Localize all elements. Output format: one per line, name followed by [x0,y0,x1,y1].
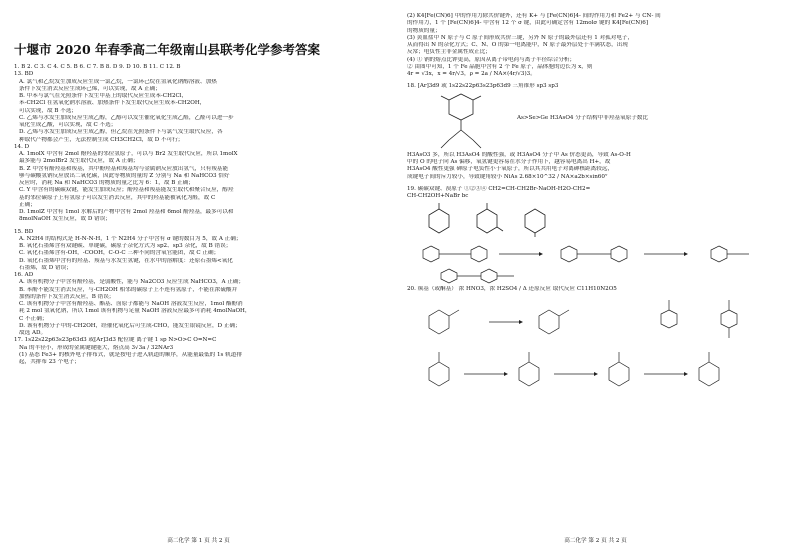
answer-line: B. 苯酚不能发生消去反应，与-CH2OH 相邻的碳原子上不连有氢原子，不能在浓硫酸并 [19,286,238,293]
answer-line: As>Se>Ge H3AsO4 分子结构中非羟基氧原子数比 [517,114,648,121]
answer-line: 成键电子间的斥力较小，导致键角较小 NiAs 2.68×10^32 / NA×a2b×sin60° [407,173,608,180]
answer-line: B. 甲苯与氯气在光照条件下发生甲基上的取代反应生成苯-CH2Cl， [19,93,188,99]
answer-line: (3) 黄血盐中 N 原子与 C 原子间形成共价三键，另外 N 原子的最外层还有 1 对孤对电子， [407,34,634,41]
answer-line: C. 乙烯与水发生加成反应生成乙醇，乙醇可以发生催化氧化生成乙醛，乙醛可以进一步 [19,114,234,121]
answer-line: 1. B 2. C 3. C 4. C 5. B 6. C 7. B 8. D 9. D 10. B 11. C 12. B [14,64,181,70]
answer-line: A. N2H4 的结构式是 H-N-N-H，1 个 N2H4 分子中含有 σ 键的数目为 5，故 A 正确； [19,235,242,242]
amide-synthesis-scheme [419,296,779,344]
answer-line: A. 该有机物分子中含有酚羟基，是弱酸性，能与 Na2CO3 反应生成 NaHCO3，A 正确； [19,279,245,286]
answer-line: D. 乙烯与水发生加成反应生成乙醇，但乙烷在光照条件下与氯气发生取代反应，各 [19,129,223,136]
benzonitrile-diagram [419,267,539,285]
answer-line: 加热的条件下发生消去反应，B 错误； [19,293,115,300]
page-footer: 高二化学 第 1 页 共 2 页 [167,538,230,544]
phenol-ring-2 [467,203,507,237]
answer-line: 中的 O 的电子向 As 偏移，氧氢键更容易在水分子作用下，越容易电离出 H+，故 [407,159,611,165]
answer-line: D. 氧化石墨烯中含有的羟基、羧基与水发生氢键，在水中的溶解度：还原石墨烯<氧化 [19,257,233,264]
page-two [397,0,794,550]
answer-line: 8molNaOH 发生反应，故 D 错误； [19,216,111,223]
answer-line: 种取代产物都会产生，无法控制生成 CH3CH2Cl，故 D 不可行； [19,136,184,143]
answer-line: C. 氧化石墨烯含有-OH，-COOH，C-O-C 三种不同的含氧官能团，故 C 正确； [19,250,220,257]
answer-line: 起，共排布 23 个电子； [19,359,81,365]
answer-line: 石墨烯，故 D 错误； [19,264,72,271]
reaction-scheme-19 [419,242,779,264]
answer-line: C. Y 中含有的碳碳双键，能发生加成反应；酚羟基和羧基能发生取代和聚合反应，醇羟 [19,187,234,194]
answer-line: 13. BD [14,71,34,78]
answer-line: CH-CH2OH+NaBr bc [407,193,469,199]
answer-line: C 不正确； [19,315,48,322]
answer-line: 4r = √3x，x = 4r/√3，ρ = 2a / NA×(4r/√3)3。 [407,71,536,77]
answer-line: 可以实现，故 B 不选； [19,107,78,114]
answer-line: C. 该有机物分子中含有酚羟基、酯基、卤原子都能与 NaOH 溶液发生反应，1mol 酯酚消 [19,301,243,307]
answer-line: 20. 羰基（或酮基） 浓 HNO3，浓 H2SO4 / Δ 还原反应 取代反应 C11H10N2O5 [407,286,617,293]
answer-line: 苯-CH2Cl 在氢氧化钠水溶液、加热条件下发生取代反应生成苯-CH2OH， [19,100,206,107]
answer-line: 耗 2 mol 氢氧化钠，所以 1mol 该有机物与足量 NaOH 溶液反应最多可消耗 4molNaOH， [19,308,251,315]
nitro-reduction-route [407,346,779,396]
answer-line: 最多能与 2molBr2 发生取代反应，故 A 正确； [19,158,139,165]
phenol-ring-1 [419,203,459,237]
answer-line: 正确； [19,201,36,208]
answer-line: D. 该有机物分子中的-CH2OH，经催化氧化后可生成-CHO，能发生银镜反应，D 正确； [19,322,241,329]
nitrotoluene-route-scheme [419,348,779,394]
phenol-structures-figure [407,200,779,240]
answer-line: 基的邻位碳原子上有氢原子可以发生消去反应，其中的羟基能被氧化为醛，故 C [19,194,216,201]
answer-line: 的物质的量； [407,27,441,34]
answer-line: 17. 1s22s22p63s23p63d3 或[Ar]3d3 配位键 离子键 1 sp N>O>C O=N=C [14,337,217,344]
ni-complex-diagram [419,92,509,152]
answer-line: (4) ① 钠的熔点比钾更高，原因从离子带电荷与离子半径综合分析； [407,56,576,63]
answer-line: 反应时，消耗 Na 和 NaHCO3 的物质的量之比为 6：1，故 B 正确； [19,180,194,186]
answer-line: (2) K4[Fe(CN)6] 中的作用力除共价键外，还有 K+ 与 [Fe(CN)6]4- 间的作用力和 Fe2+ 与 CN- 间 [407,13,661,19]
answer-line: H3AsO3 多，所以 H3AsO4 的酸性强，或 H3AsO4 分子中 As 价态更高，导致 As-O-H [407,151,631,158]
benzonitrile-figure [407,266,779,286]
esterification-scheme [407,240,779,266]
answer-line: (1) 基态 Fe3+ 的核外电子排布式，就是按电子进入轨道的顺序，从能量最低的 1s 轨道排 [19,351,242,358]
answer-line: 从而得出 N 的杂化方式；C、N、O 的第一电离能中，N 原子最外层处于半满状态，出现 [407,42,628,48]
answer-line: 14. D [14,143,30,150]
answer-line: 够与碳酸氢钠反应放出二氧化碳，因此等物质的量的 Z 分别与 Na 和 NaHCO3 恰好 [19,172,230,179]
answer-line: 19. 碳碳双键、溴原子 ①②③④ CH2=CH-CH2Br-NaOH-H2O-CH2= [407,185,591,192]
answer-line: 18. [Ar]3d9 或 1s22s22p63s23p63d9 三角锥形 sp3 sp3 [407,83,559,90]
document-title: 十堰市 2020 年春季高二年级南山县联考化学参考答案 [14,42,320,57]
answer-line: 16. AD [14,272,34,278]
answer-line: 的作用力，1 个 [Fe(CN)6]4- 中含有 12 个 σ 键，由此可确定含有 12molσ 键的 K4[Fe(CN)6] [407,20,649,27]
answer-line: B. Z 中含有酚羟基和羧基，其中酚羟基和羧基均与金属钠反应放出氢气，只有羧基能 [19,165,229,172]
answer-line: D. 1molZ 中含有 1mol 水解后的产物中含有 2mol 羟基和 6mol 酚羟基，最多可以和 [19,209,234,215]
answers-column-right [407,13,779,396]
page-footer: 高二化学 第 2 页 共 2 页 [564,538,627,544]
answer-line: 条件下发生消去反应生成环己烯，可以实现，故 A 正确； [19,85,161,92]
answers-column-left [14,64,382,366]
answer-line: B. 氧化石墨烯含有双键碳、单键碳，碳原子杂化方式为 sp2、sp3 杂化，故 B 错误； [19,243,232,249]
answer-line: A. 1molX 中含有 2mol 酚羟基的邻位氢原子，可以与 Br2 发生取代反应，所以 1molX [19,151,238,157]
answer-line: H3AsO4 酸性更强 砷原子电负性小于氧原子，所以其共用电子对离砷核距离较远， [407,166,614,173]
answer-line: 反常；电负性主非金属性成正比； [407,49,491,56]
phenol-ring-3 [515,203,555,237]
answer-line: 故选 AD。 [19,330,47,336]
answer-line: ② 由图中可知，1 个 Fe 晶胞中含有 2 个 Fe 原子，晶体胞的边长为 x，则 [407,63,593,70]
answer-line: A. 氯气和乙烷发生加成反应生成一氯乙烷，一氯环己烷在氢氧化钠醇溶液、加热 [19,78,217,85]
answer-line: Na 的半径小，形成的金属键键能大，熔点高 3√3a / 32NAr3 [19,344,174,351]
answer-line: 氧化生成乙酸，可以实现，故 C 不选； [19,122,117,128]
synthesis-route-figure [407,294,779,346]
answer-line: 15. BD [14,228,34,235]
